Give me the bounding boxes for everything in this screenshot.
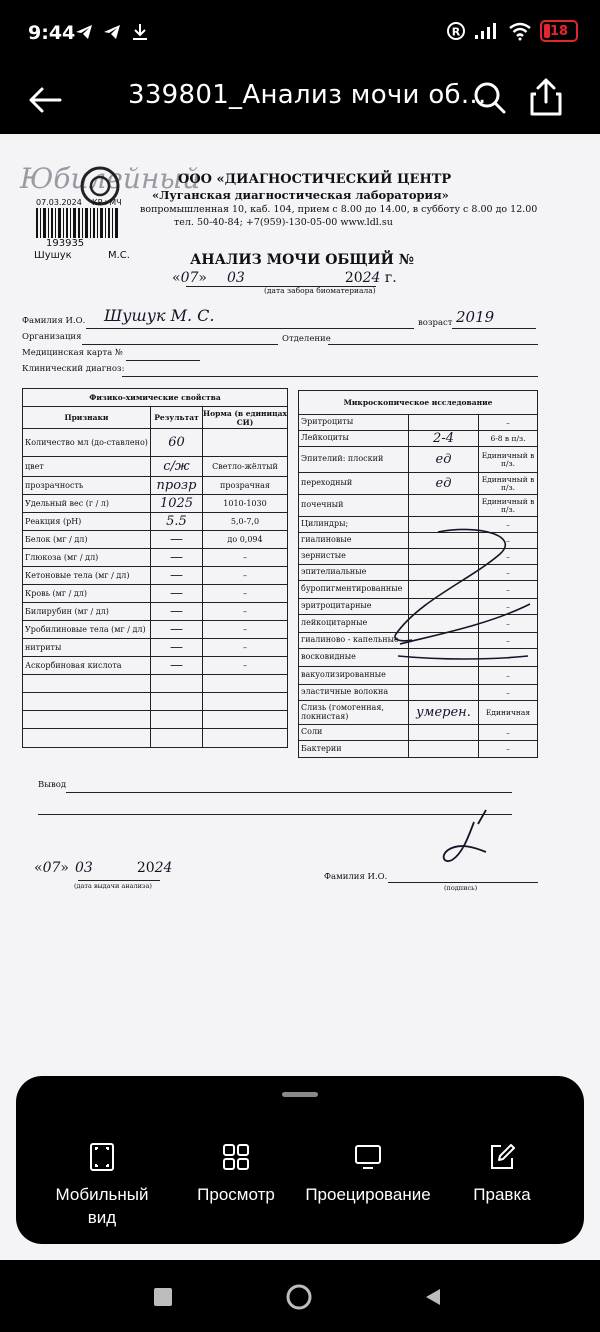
microscopy-norm: – [506, 601, 510, 611]
microscopy-norm: – [506, 584, 510, 594]
physchem-sign: Удельный вес (г / л) [23, 495, 151, 512]
microscopy-row [299, 741, 537, 757]
lab-subtitle: «Луганская диагностическая лаборатория» [152, 188, 449, 202]
issue-month: 03 [74, 860, 93, 876]
circle-icon [285, 1283, 313, 1311]
physchem-norm [203, 429, 287, 456]
microscopy-norm: Единичная [485, 707, 531, 717]
microscopy-row [299, 649, 537, 667]
physchem-row [23, 549, 287, 567]
microscopy-row [299, 565, 537, 581]
microscopy-indicator: лейкоцитарные [299, 615, 409, 632]
projection-button[interactable] [298, 1142, 438, 1207]
microscopy-result: умерен. [409, 701, 479, 724]
physchem-norm: – [243, 643, 247, 652]
physchem-result: — [151, 531, 203, 548]
issue-day: 07 [42, 860, 61, 876]
physchem-norm [203, 693, 287, 710]
microscopy-result [409, 533, 479, 548]
physchem-sign: Количество мл (до-ставлено) [23, 429, 151, 456]
issue-date: «07» 03 2024 [34, 860, 173, 876]
physchem-norm: – [243, 607, 247, 616]
label-date: 07.03.2024 [36, 198, 82, 207]
microscopy-result [409, 517, 479, 532]
monitor-icon [353, 1142, 383, 1172]
age-value: 2019 [456, 308, 495, 326]
microscopy-row [299, 431, 537, 447]
triangle-back-icon [423, 1287, 443, 1307]
physchem-result [151, 729, 203, 747]
wifi-icon [508, 21, 532, 41]
physchem-norm: Светло-жёлтый [212, 462, 278, 471]
microscopy-row [299, 447, 537, 473]
back-arrow-icon[interactable] [24, 78, 68, 122]
mobile-view-icon [87, 1142, 117, 1172]
svg-text:Юбилейный: Юбилейный [20, 162, 201, 195]
projection-label: Проецирование [305, 1185, 431, 1204]
microscopy-row [299, 685, 537, 701]
physchem-row [23, 693, 287, 711]
physchem-sign [23, 729, 151, 747]
mobile-view-label: Мобильный вид [55, 1185, 149, 1227]
physchem-norm: – [243, 589, 247, 598]
physchem-row [23, 567, 287, 585]
physchem-result: 1025 [151, 495, 203, 512]
status-bar [0, 0, 600, 66]
system-nav-bar [0, 1260, 600, 1332]
microscopy-result: ед [409, 473, 479, 494]
physchem-header-row [23, 407, 287, 429]
preview-label: Просмотр [197, 1185, 275, 1204]
status-notification-icons [74, 22, 150, 42]
microscopy-norm: – [506, 519, 510, 529]
physchem-sign: Реакция (pH) [23, 513, 151, 530]
physchem-norm [203, 729, 287, 747]
physchem-result: — [151, 585, 203, 602]
collection-month: 03 [226, 270, 245, 286]
microscopy-indicator: гиалиново - капельные [299, 633, 409, 648]
physchem-result [151, 693, 203, 710]
microscopy-result [409, 599, 479, 614]
name-label: Фамилия И.О. [22, 316, 86, 326]
signature [444, 810, 486, 861]
barcode [36, 208, 118, 238]
physchem-result [151, 711, 203, 728]
microscopy-indicator: Слизь (гомогенная, локнистая) [299, 701, 409, 724]
label-patient-name: Шушук [34, 250, 72, 261]
microscopy-result [409, 633, 479, 648]
microscopy-title: Микроскопическое исследование [299, 391, 537, 415]
status-system-icons [446, 20, 578, 42]
physchem-title: Физико-химические свойства [23, 389, 287, 407]
microscopy-indicator: Бактерии [299, 741, 409, 757]
physchem-sign [23, 711, 151, 728]
microscopy-result [409, 667, 479, 684]
app-bar [0, 66, 600, 134]
label-patient-initials: М.С. [108, 250, 130, 261]
microscopy-row [299, 533, 537, 549]
search-icon[interactable] [470, 78, 510, 118]
physchem-row [23, 531, 287, 549]
issue-caption: (дата выдачи анализа) [74, 882, 152, 890]
edit-icon [487, 1142, 517, 1172]
physchem-row [23, 711, 287, 729]
physchem-sign: цвет [23, 457, 151, 476]
microscopy-indicator: буропигментированные [299, 581, 409, 598]
physchem-sign: Белок (мг / дл) [23, 531, 151, 548]
microscopy-row [299, 415, 537, 431]
physchem-result: 5.5 [151, 513, 203, 530]
issue-year-suffix: 24 [154, 860, 173, 876]
age-label: возраст [418, 318, 453, 328]
collection-year-letter: г. [384, 270, 397, 286]
physchem-norm: – [243, 571, 247, 580]
microscopy-norm: – [506, 744, 510, 754]
microscopy-norm: – [506, 551, 510, 561]
microscopy-norm: – [506, 567, 510, 577]
physchem-result: — [151, 603, 203, 620]
microscopy-body [299, 415, 537, 757]
microscopy-norm: – [506, 535, 510, 545]
department-label: Отделение [282, 334, 331, 344]
microscopy-result [409, 649, 479, 666]
microscopy-row [299, 667, 537, 685]
physchem-norm: – [243, 625, 247, 634]
microscopy-result: 2-4 [409, 431, 479, 446]
microscopy-result [409, 615, 479, 632]
microscopy-result [409, 725, 479, 740]
physchem-sign [23, 675, 151, 692]
microscopy-indicator: вакуолизированные [299, 667, 409, 684]
physchem-row [23, 495, 287, 513]
analysis-title: АНАЛИЗ МОЧИ ОБЩИЙ № [190, 252, 414, 268]
physchem-row [23, 621, 287, 639]
physchem-norm: прозрачная [220, 481, 270, 490]
microscopy-indicator: восковидные [299, 649, 409, 666]
physchem-norm [203, 711, 287, 728]
microscopy-norm: – [506, 727, 510, 737]
collection-caption: (дата забора биоматериала) [264, 286, 376, 295]
microscopy-indicator: эритроцитарные [299, 599, 409, 614]
issue-year-prefix: 20 [136, 860, 155, 876]
microscopy-norm: Единичный в п/з. [481, 474, 535, 492]
physchem-result: — [151, 567, 203, 584]
physchem-row [23, 513, 287, 531]
telegram-icon [102, 22, 122, 42]
mobile-view-button[interactable] [52, 1142, 152, 1230]
collection-year-suffix: 24 [362, 270, 381, 286]
physchem-sign: Уробилиновые тела (мг / дл) [23, 621, 151, 638]
square-icon [153, 1287, 173, 1307]
barcode-number: 193935 [46, 238, 85, 249]
physchem-result [151, 675, 203, 692]
microscopy-indicator: почечный [299, 495, 409, 516]
microscopy-indicator: Эпителий: плоский [299, 447, 409, 472]
microscopy-row [299, 495, 537, 517]
microscopy-row [299, 517, 537, 533]
physchem-row [23, 585, 287, 603]
microscopy-result [409, 415, 479, 430]
physchem-row [23, 457, 287, 477]
physchem-norm: до 0,094 [227, 535, 263, 544]
microscopy-norm: – [506, 618, 510, 628]
microscopy-result [409, 495, 479, 516]
conclusion-label: Вывод [38, 780, 67, 790]
registered-icon [446, 21, 466, 41]
physchem-sign: Кетоновые тела (мг / дл) [23, 567, 151, 584]
microscopy-indicator: эластичные волокна [299, 685, 409, 700]
system-back-button[interactable] [416, 1280, 450, 1314]
physchem-row [23, 429, 287, 457]
document-title: 339801_Анализ мочи об... [128, 80, 487, 110]
microscopy-indicator: Эритроциты [299, 415, 409, 430]
microscopy-row [299, 725, 537, 741]
edit-label: Правка [473, 1185, 531, 1204]
microscopy-indicator: Лейкоциты [299, 431, 409, 446]
lab-contacts: тел. 50-40-84; +7(959)-130-05-00 www.ldl.su [174, 217, 393, 228]
collection-year-prefix: 20 [344, 270, 363, 286]
collection-date: «07» 03 2024 г. [172, 270, 397, 286]
battery-fill [544, 24, 550, 38]
home-button[interactable] [282, 1280, 316, 1314]
physchem-row [23, 603, 287, 621]
microscopy-row [299, 599, 537, 615]
battery-icon [540, 20, 578, 42]
microscopy-norm: – [506, 670, 510, 680]
physchem-row [23, 657, 287, 675]
physchem-body [23, 429, 287, 747]
preview-button[interactable] [188, 1142, 284, 1207]
microscopy-norm: – [506, 687, 510, 697]
microscopy-row [299, 615, 537, 633]
microscopy-norm: Единичный в п/з. [481, 450, 535, 468]
telegram-icon [74, 22, 94, 42]
microscopy-row [299, 473, 537, 495]
collection-day: 07 [180, 270, 199, 286]
microscopy-norm: Единичный в п/з. [481, 496, 535, 514]
physchem-norm: 1010-1030 [223, 499, 267, 508]
physchem-row [23, 675, 287, 693]
grid-view-icon [221, 1142, 251, 1172]
microscopy-norm: – [506, 635, 510, 645]
physchem-sign [23, 693, 151, 710]
microscopy-row [299, 549, 537, 565]
microscopy-result [409, 581, 479, 598]
microscopy-norm: – [506, 417, 510, 427]
svg-text:R: R [451, 25, 461, 39]
physchem-result: прозр [151, 477, 203, 494]
microscopy-result [409, 549, 479, 564]
physchem-result: — [151, 621, 203, 638]
physchem-norm: – [243, 553, 247, 562]
physchem-result: с/ж [151, 457, 203, 476]
microscopy-result [409, 565, 479, 580]
microscopy-row [299, 581, 537, 599]
download-icon [130, 22, 150, 42]
col-header-sign: Признаки [23, 407, 151, 428]
bottom-sheet [16, 1076, 584, 1244]
microscopy-norm: 6-8 в п/з. [490, 433, 526, 443]
edit-button[interactable] [464, 1142, 540, 1207]
diagnosis-label: Клинический диагноз: [22, 364, 125, 374]
sheet-handle[interactable] [282, 1092, 318, 1097]
microscopy-indicator: эпителиальные [299, 565, 409, 580]
microscopy-indicator: зернистые [299, 549, 409, 564]
physchem-norm: 5,0-7,0 [230, 517, 260, 526]
microscopy-table [298, 390, 538, 758]
doctor-label: Фамилия И.О. [324, 872, 388, 882]
physchem-sign: нитриты [23, 639, 151, 656]
microscopy-norm: – [506, 652, 510, 662]
name-value: Шушук М. С. [104, 306, 215, 325]
physchem-row [23, 477, 287, 495]
physchem-result: — [151, 639, 203, 656]
recents-button[interactable] [146, 1280, 180, 1314]
col-header-result: Результат [151, 407, 203, 428]
microscopy-indicator: гиалиновые [299, 533, 409, 548]
col-header-norm: Норма (в единицах СИ) [203, 408, 287, 427]
microscopy-row [299, 633, 537, 649]
battery-level: 18 [549, 23, 569, 39]
signal-icon [474, 21, 500, 41]
microscopy-result [409, 685, 479, 700]
microscopy-result [409, 741, 479, 757]
physchem-sign: Кровь (мг / дл) [23, 585, 151, 602]
microscopy-row [299, 701, 537, 725]
physchem-row [23, 729, 287, 747]
label-code: КР+МЧ [92, 198, 122, 207]
microscopy-indicator: Цилиндры; [299, 517, 409, 532]
physchem-table [22, 388, 288, 748]
physchem-result: — [151, 657, 203, 674]
physchem-sign: Глюкоза (мг / дл) [23, 549, 151, 566]
physchem-norm [203, 675, 287, 692]
lab-name: ООО «ДИАГНОСТИЧЕСКИЙ ЦЕНТР [178, 172, 452, 187]
microscopy-indicator: Соли [299, 725, 409, 740]
lab-address: вопромышленная 10, каб. 104, прием с 8.00 до 14.00, в субботу с 8.00 до 12.00 [140, 204, 538, 215]
physchem-result: — [151, 549, 203, 566]
organization-label: Организация [22, 332, 82, 342]
signature-caption: (подпись) [444, 884, 478, 892]
physchem-sign: Билирубин (мг / дл) [23, 603, 151, 620]
microscopy-result: ед [409, 447, 479, 472]
physchem-norm: – [243, 661, 247, 670]
share-icon[interactable] [526, 76, 566, 120]
status-time: 9:44 [28, 22, 76, 44]
medical-card-label: Медицинская карта № [22, 348, 123, 358]
microscopy-indicator: переходный [299, 473, 409, 494]
physchem-sign: Аскорбиновая кислота [23, 657, 151, 674]
physchem-result: 60 [151, 429, 203, 456]
physchem-sign: прозрачность [23, 477, 151, 494]
physchem-row [23, 639, 287, 657]
